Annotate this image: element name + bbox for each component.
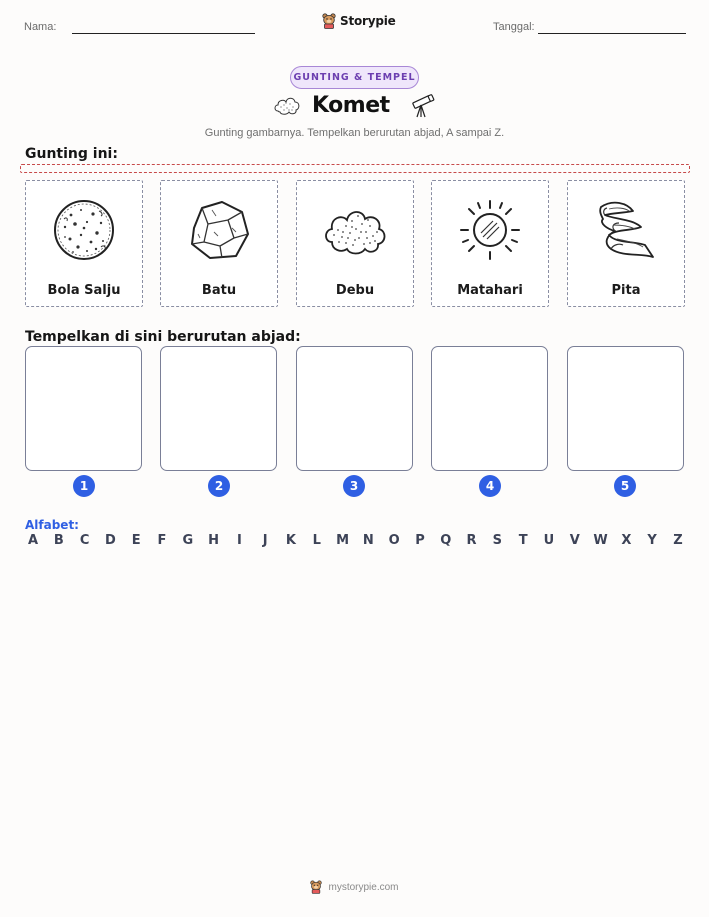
alphabet-letter: G <box>182 533 194 548</box>
alphabet-letter: K <box>285 533 296 548</box>
alphabet-letter: Y <box>647 533 657 548</box>
brand-name: Storypie <box>340 14 396 28</box>
paste-box-2[interactable] <box>160 346 277 471</box>
alphabet-letter: I <box>236 533 242 548</box>
cut-card-label: Debu <box>335 283 375 298</box>
rock-icon <box>184 198 254 262</box>
sun-icon <box>457 197 523 263</box>
alphabet-letter: R <box>466 533 477 548</box>
position-number-2: 2 <box>208 475 230 497</box>
snowball-icon <box>51 197 117 263</box>
ribbon-icon <box>593 197 659 263</box>
alphabet-letter: T <box>518 533 528 548</box>
footer-url[interactable]: mystorypie.com <box>328 881 399 893</box>
cut-card-dust[interactable] <box>296 180 414 307</box>
alphabet-letter: P <box>415 533 425 548</box>
instructions: Gunting gambarnya. Tempelkan berurutan abjad, A sampai Z. <box>204 127 505 139</box>
cut-card-sun[interactable] <box>431 180 549 307</box>
name-line[interactable] <box>72 33 255 34</box>
dust-cloud-icon <box>273 94 301 118</box>
alphabet-letter: W <box>593 533 608 548</box>
paste-box-5[interactable] <box>567 346 684 471</box>
alphabet-letter: H <box>208 533 220 548</box>
alphabet-letter: X <box>621 533 632 548</box>
position-number-5: 5 <box>614 475 636 497</box>
storypie-bear-icon <box>322 13 336 29</box>
position-number-3: 3 <box>343 475 365 497</box>
page-title: Komet <box>312 93 390 118</box>
alphabet-letter: M <box>336 533 350 548</box>
alphabet-letter: A <box>27 533 39 548</box>
brand-logo <box>322 13 396 29</box>
alphabet-row <box>25 533 686 548</box>
cut-card-ribbon[interactable] <box>567 180 685 307</box>
alphabet-letter: N <box>362 533 374 548</box>
alphabet-letter: Z <box>673 533 683 548</box>
alphabet-letter: B <box>53 533 64 548</box>
paste-section-title: Tempelkan di sini berurutan abjad: <box>25 329 301 345</box>
paste-box-3[interactable] <box>296 346 413 471</box>
paste-box-1[interactable] <box>25 346 142 471</box>
cut-card-label: Batu <box>201 283 237 298</box>
cut-line <box>20 164 690 173</box>
alphabet-letter: D <box>104 533 116 548</box>
alphabet-letter: S <box>492 533 503 548</box>
alphabet-letter: E <box>131 533 141 548</box>
cut-card-snowball[interactable] <box>25 180 143 307</box>
date-line[interactable] <box>538 33 686 34</box>
alphabet-letter: U <box>543 533 555 548</box>
alphabet-letter: Q <box>440 533 452 548</box>
footer <box>0 880 709 894</box>
alphabet-title: Alfabet: <box>25 518 79 532</box>
position-number-4: 4 <box>479 475 501 497</box>
cut-card-rock[interactable] <box>160 180 278 307</box>
storypie-bear-icon <box>310 880 322 894</box>
cut-card-label: Matahari <box>457 283 523 298</box>
activity-badge: GUNTING & TEMPEL <box>290 66 419 89</box>
cut-card-label: Pita <box>611 283 641 298</box>
alphabet-letter: V <box>569 533 580 548</box>
name-label: Nama: <box>24 21 57 33</box>
cut-section-title: Gunting ini: <box>25 146 118 162</box>
date-label: Tanggal: <box>493 21 535 33</box>
alphabet-letter: C <box>79 533 90 548</box>
dust-cloud-icon <box>322 202 388 258</box>
alphabet-letter: L <box>312 533 321 548</box>
telescope-icon <box>408 93 436 119</box>
alphabet-letter: O <box>388 533 400 548</box>
position-number-1: 1 <box>73 475 95 497</box>
cut-card-label: Bola Salju <box>47 283 121 298</box>
alphabet-letter: J <box>262 533 268 548</box>
paste-box-4[interactable] <box>431 346 548 471</box>
alphabet-letter: F <box>157 533 167 548</box>
